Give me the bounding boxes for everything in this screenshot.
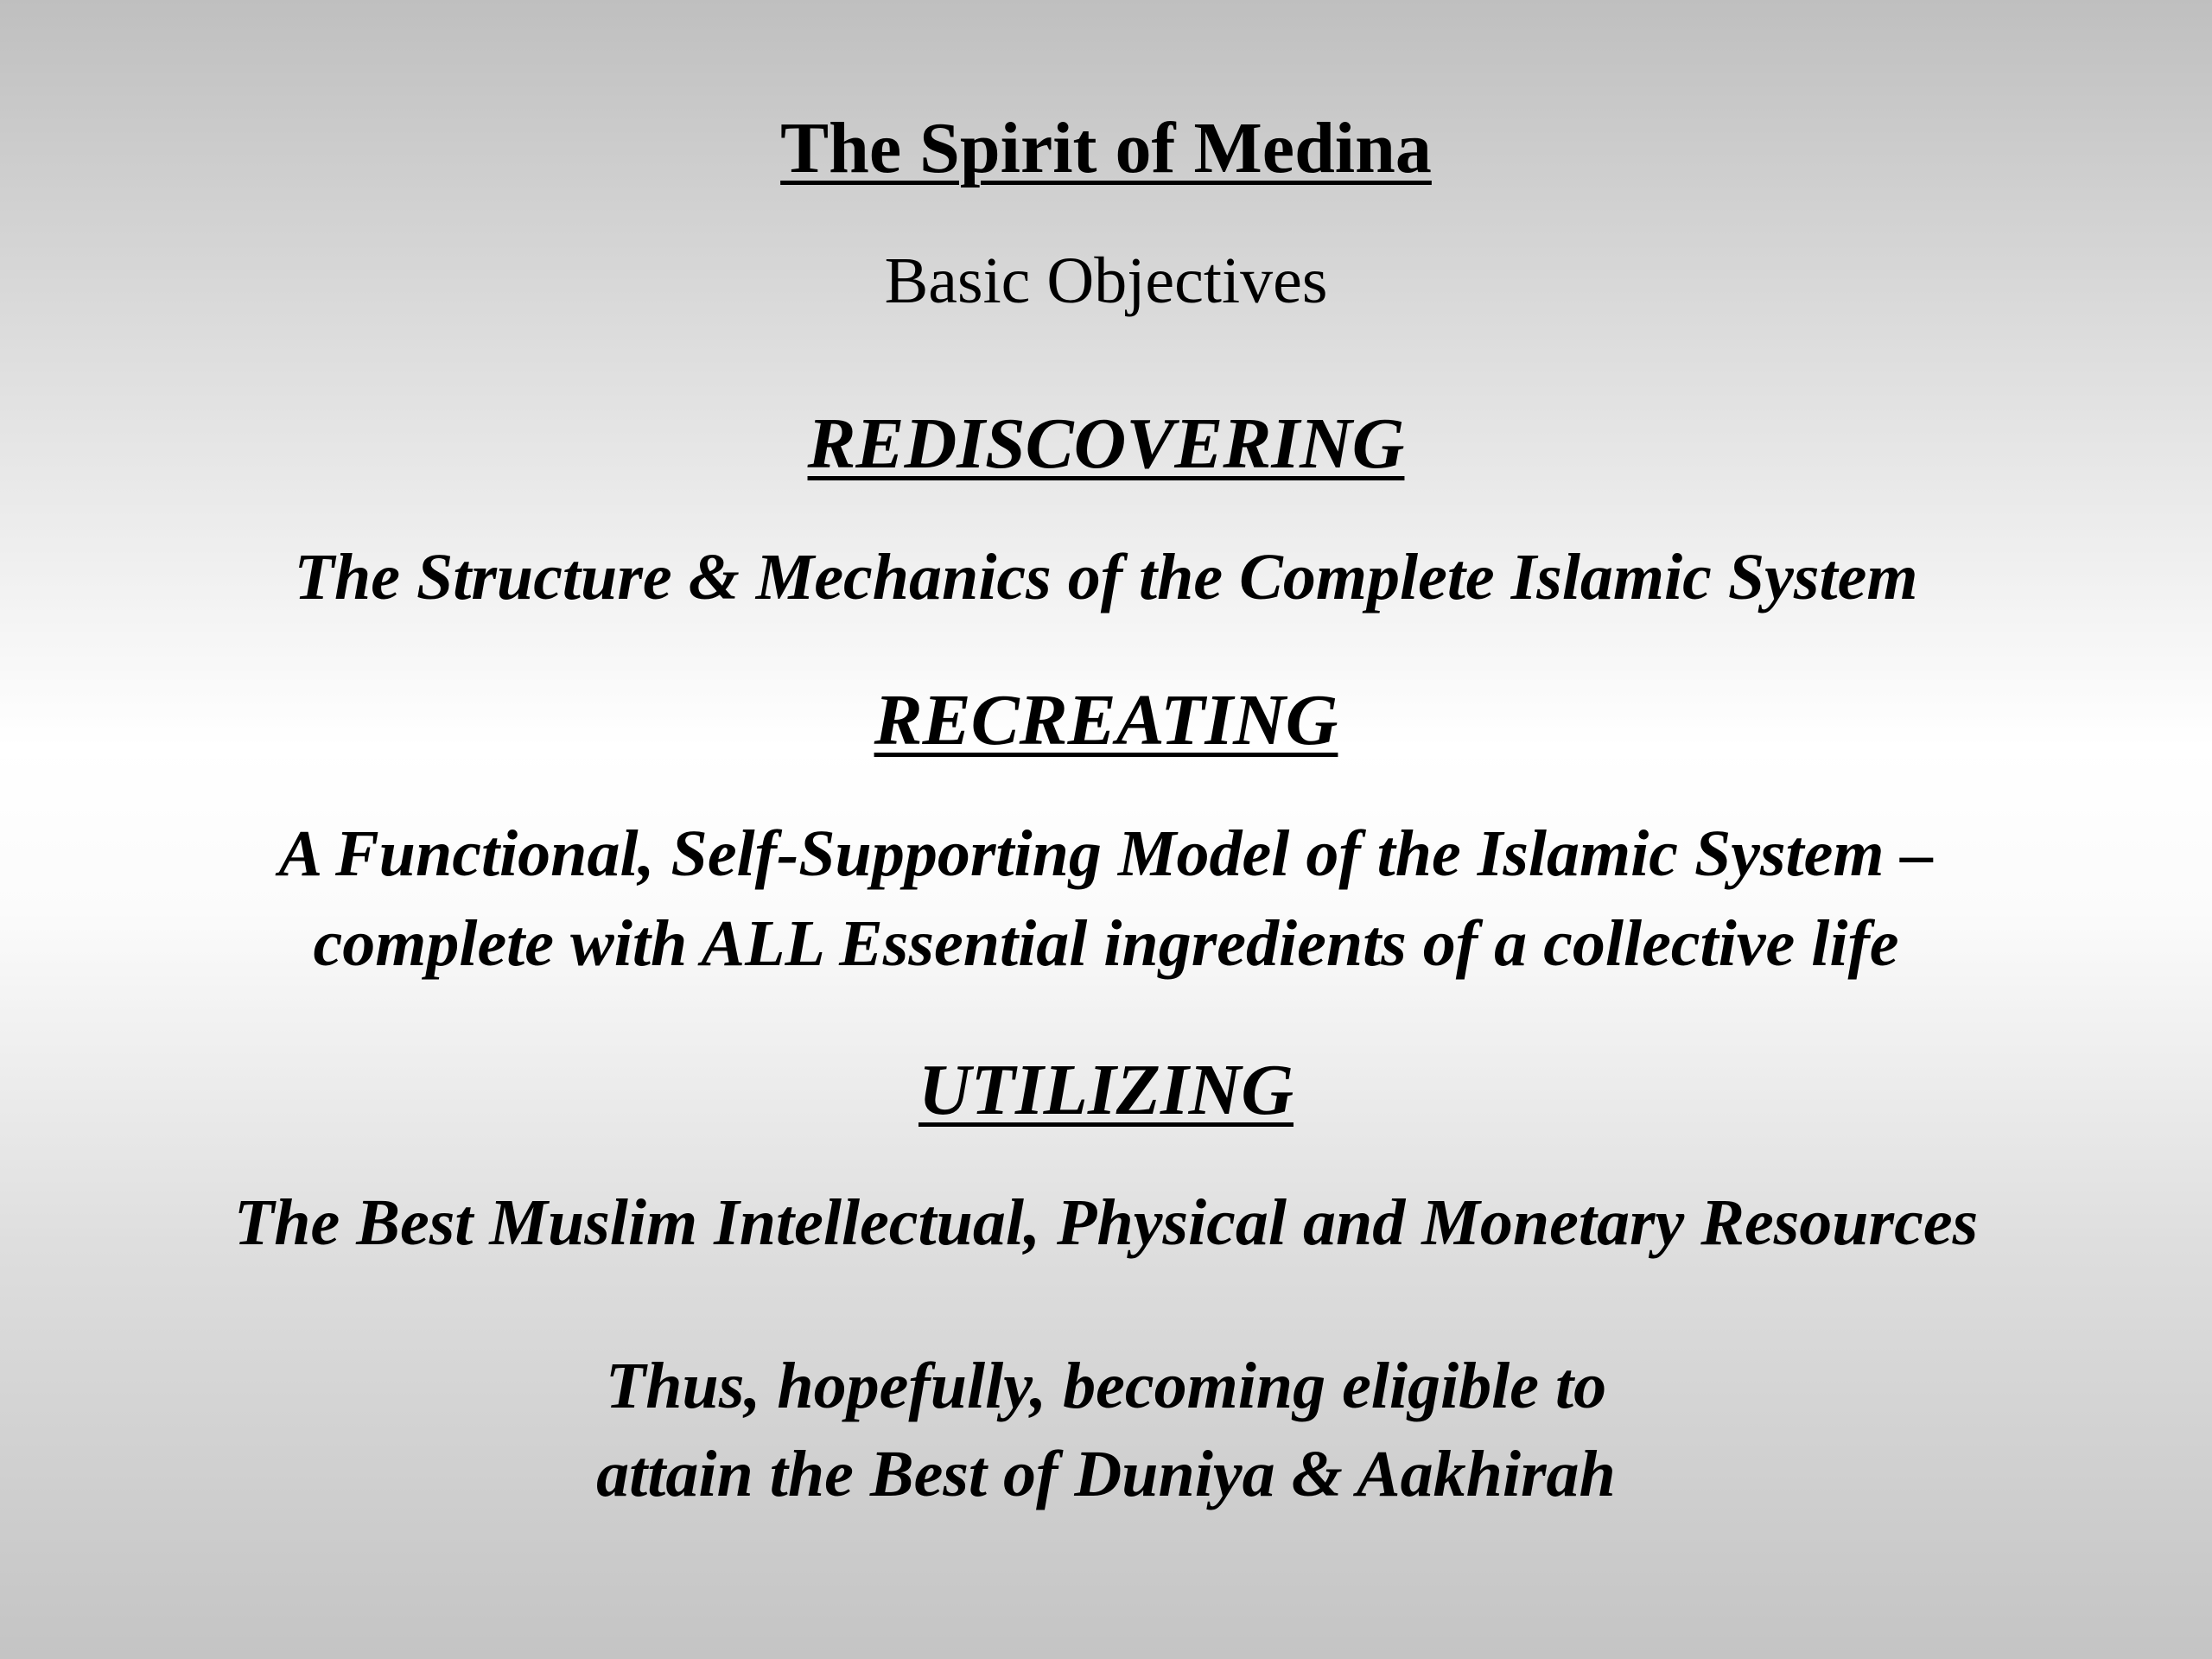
conclusion-line: attain the Best of Duniya & Aakhirah xyxy=(596,1438,1616,1510)
section-body-line: The Best Muslim Intellectual, Physical and Monetary Resources xyxy=(233,1186,1979,1259)
section-heading-utilizing xyxy=(0,1050,2212,1130)
conclusion-line: Thus, hopefully, becoming eligible to xyxy=(605,1350,1607,1422)
slide-title xyxy=(0,108,2212,188)
section-heading-recreating xyxy=(0,680,2212,760)
section-heading-rediscovering xyxy=(0,404,2212,484)
section-heading-text: REDISCOVERING xyxy=(807,404,1405,484)
section-heading-text: UTILIZING xyxy=(918,1050,1294,1130)
slide-title-text: The Spirit of Medina xyxy=(780,108,1432,188)
section-body-line: complete with ALL Essential ingredients of a collective life xyxy=(313,907,1899,980)
section-body-line: A Functional, Self-Supporting Model of the Islamic System – xyxy=(278,817,1934,890)
section-heading-text: RECREATING xyxy=(874,680,1338,760)
section-body-line: The Structure & Mechanics of the Complete Islamic System xyxy=(294,541,1918,613)
slide-subtitle: Basic Objectives xyxy=(884,245,1328,317)
